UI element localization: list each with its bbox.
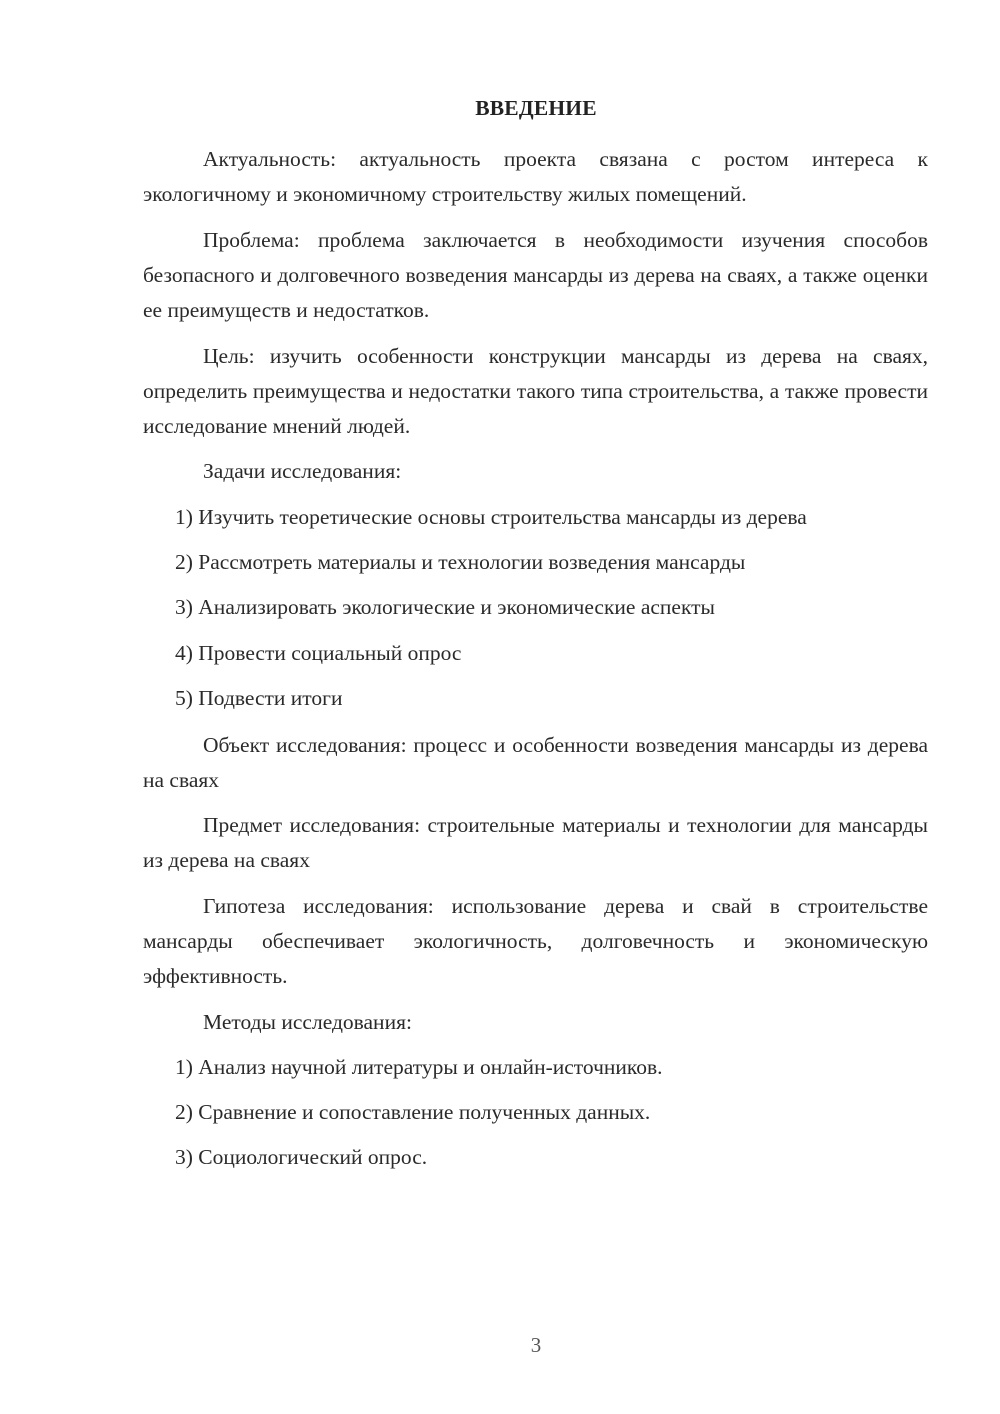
list-item-method-2: 2) Сравнение и сопоставление полученных данных. xyxy=(175,1100,651,1124)
paragraph-hypothesis: Гипотеза исследования: использование дерева и свай в строительстве мансарды обеспечивает экологичность, долговечность и экономическую эффективность. xyxy=(143,894,928,988)
list-item-task-1: 1) Изучить теоретические основы строительства мансарды из дерева xyxy=(175,505,807,529)
paragraph-problem: Проблема: проблема заключается в необходимости изучения способов безопасного и долговечного возведения мансарды из дерева на сваях, а также оценки ее преимуществ и недостатков. xyxy=(143,228,928,322)
methods-heading: Методы исследования: xyxy=(203,1010,412,1034)
paragraph-subject: Предмет исследования: строительные материалы и технологии для мансарды из дерева на сваях xyxy=(143,813,928,872)
list-item-task-2: 2) Рассмотреть материалы и технологии возведения мансарды xyxy=(175,550,746,574)
paragraph-goal: Цель: изучить особенности конструкции мансарды из дерева на сваях, определить преимущества и недостатки такого типа строительства, а также провести исследование мнений людей. xyxy=(143,344,928,438)
list-item-method-1: 1) Анализ научной литературы и онлайн-источников. xyxy=(175,1055,663,1079)
list-item-task-5: 5) Подвести итоги xyxy=(175,686,343,710)
paragraph-object: Объект исследования: процесс и особенности возведения мансарды из дерева на сваях xyxy=(143,733,928,792)
tasks-heading: Задачи исследования: xyxy=(203,459,402,483)
page-title: ВВЕДЕНИЕ xyxy=(475,96,597,120)
list-item-method-3: 3) Социологический опрос. xyxy=(175,1145,428,1169)
page-number: 3 xyxy=(530,1333,542,1357)
list-item-task-3: 3) Анализировать экологические и экономические аспекты xyxy=(175,595,715,619)
paragraph-relevance: Актуальность: актуальность проекта связана с ростом интереса к экологичному и экономичному строительству жилых помещений. xyxy=(143,147,928,206)
list-item-task-4: 4) Провести социальный опрос xyxy=(175,641,462,665)
